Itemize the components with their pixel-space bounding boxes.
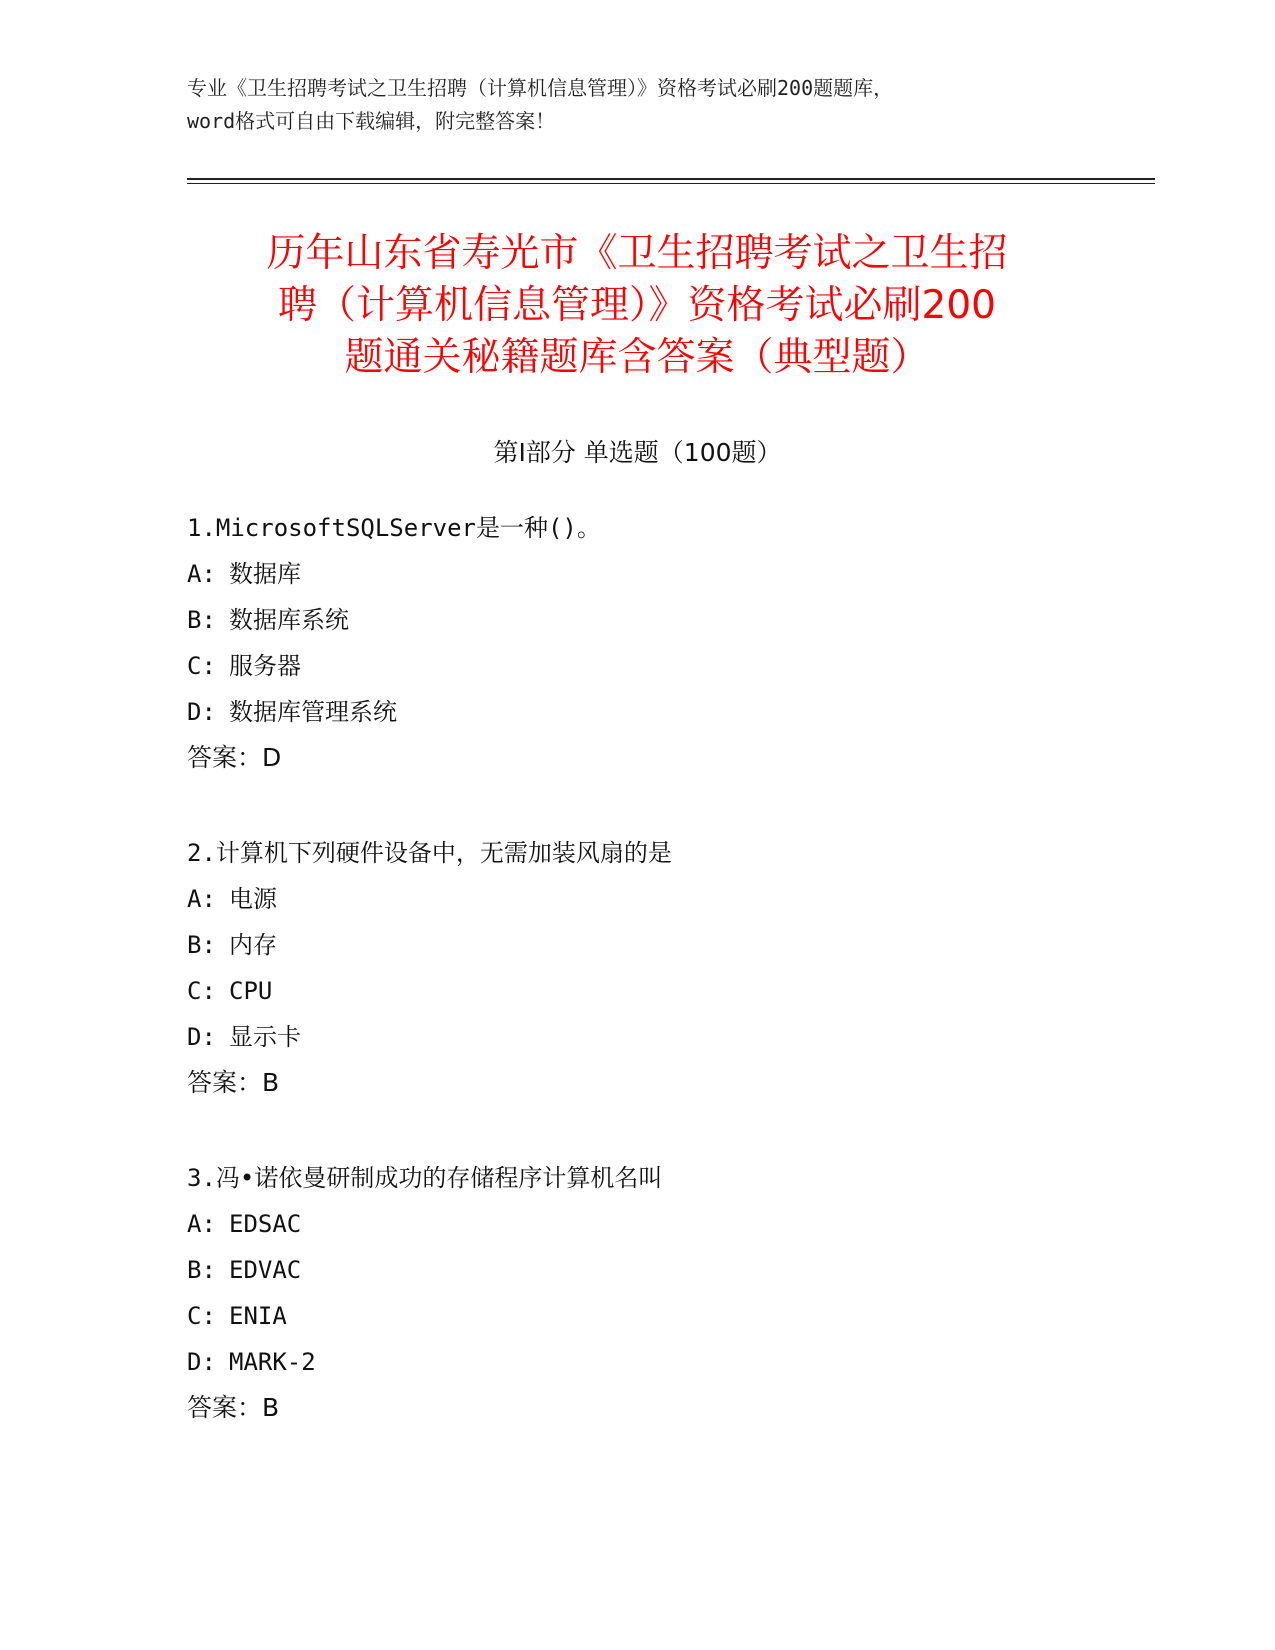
option-c: [187, 968, 1137, 1014]
title-line-3: 题通关秘籍题库含答案（典型题）: [344, 335, 930, 380]
document-title: [187, 228, 1087, 384]
option-text: 服务器: [229, 652, 301, 680]
header-divider-thin: [187, 183, 1155, 184]
header-note: [187, 72, 1087, 138]
title-line-2: 聘（计算机信息管理）》资格考试必刷200: [278, 283, 996, 328]
option-text: EDVAC: [229, 1256, 302, 1284]
option-text: 数据库管理系统: [229, 698, 397, 726]
header-divider-thick: [187, 178, 1155, 180]
option-key: A:: [187, 560, 216, 588]
option-text: 显示卡: [229, 1023, 301, 1051]
option-text: EDSAC: [229, 1210, 302, 1238]
question-stem: 1.MicrosoftSQLServer是一种()。: [187, 514, 601, 542]
option-key: B:: [187, 606, 216, 634]
option-text: CPU: [229, 977, 273, 1005]
option-key: B:: [187, 931, 216, 959]
option-d: [187, 689, 1137, 735]
answer: 答案：B: [187, 1393, 280, 1422]
option-key: D:: [187, 698, 216, 726]
option-text: ENIA: [229, 1302, 287, 1330]
question-stem: 2.计算机下列硬件设备中，无需加装风扇的是: [187, 839, 672, 867]
option-a: [187, 876, 1137, 922]
option-d: [187, 1339, 1137, 1385]
answer: 答案：B: [187, 1068, 280, 1097]
option-key: A:: [187, 885, 216, 913]
question-2: [187, 830, 1137, 1106]
option-text: 电源: [229, 885, 277, 913]
option-b: [187, 597, 1137, 643]
header-note-line-1: 专业《卫生招聘考试之卫生招聘（计算机信息管理）》资格考试必刷200题题库，: [187, 76, 894, 100]
section-heading: 第Ⅰ部分 单选题（100题）: [493, 438, 782, 467]
option-text: MARK-2: [229, 1348, 316, 1376]
option-c: [187, 1293, 1137, 1339]
option-key: C:: [187, 652, 216, 680]
option-key: B:: [187, 1256, 216, 1284]
option-key: A:: [187, 1210, 216, 1238]
option-text: 数据库系统: [229, 606, 349, 634]
option-text: 数据库: [229, 560, 301, 588]
question-stem: 3.冯•诺依曼研制成功的存储程序计算机名叫: [187, 1164, 663, 1192]
question-1: [187, 505, 1137, 781]
option-d: [187, 1014, 1137, 1060]
option-key: D:: [187, 1023, 216, 1051]
option-key: C:: [187, 977, 216, 1005]
option-b: [187, 1247, 1137, 1293]
answer: 答案：D: [187, 743, 282, 772]
question-3: [187, 1155, 1137, 1431]
option-text: 内存: [229, 931, 277, 959]
title-line-1: 历年山东省寿光市《卫生招聘考试之卫生招: [266, 231, 1008, 276]
option-c: [187, 643, 1137, 689]
header-note-line-2: word格式可自由下载编辑，附完整答案！: [187, 109, 556, 133]
option-key: D:: [187, 1348, 216, 1376]
option-b: [187, 922, 1137, 968]
option-key: C:: [187, 1302, 216, 1330]
option-a: [187, 1201, 1137, 1247]
option-a: [187, 551, 1137, 597]
